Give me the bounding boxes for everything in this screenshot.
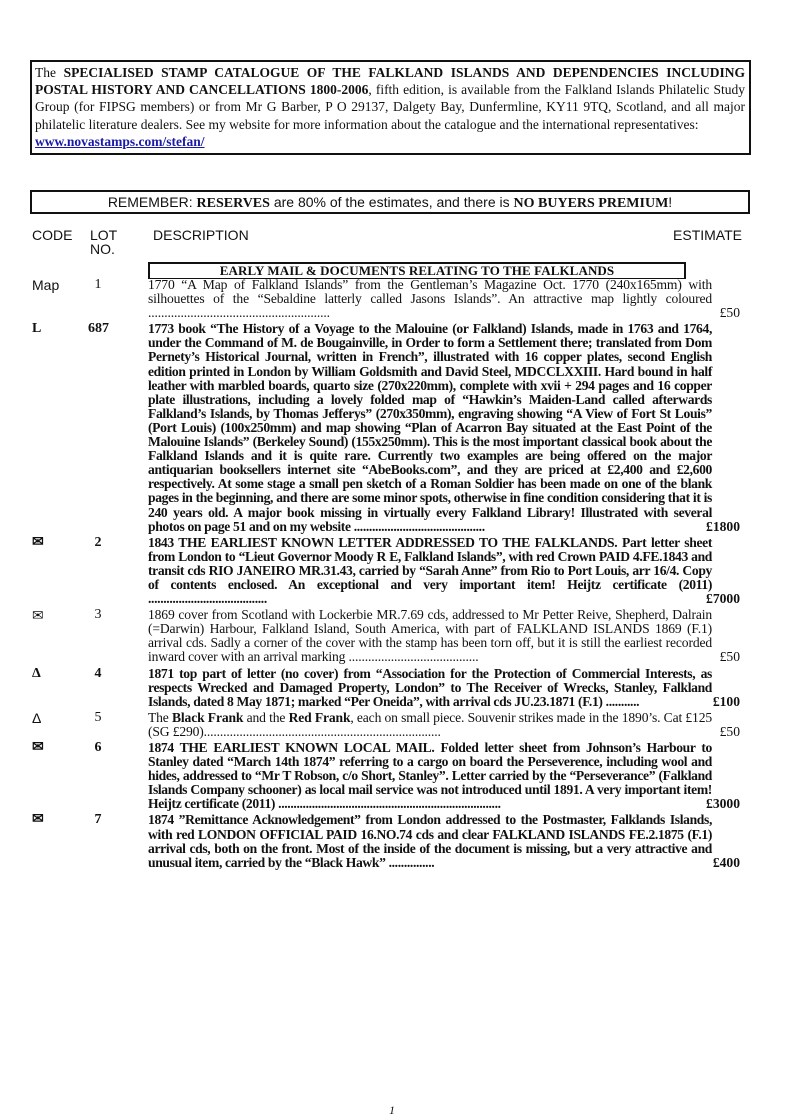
lot-row (30, 608, 742, 664)
envelope-icon: ✉ (32, 812, 44, 828)
lot-row (30, 813, 742, 869)
lot-row (30, 667, 742, 709)
lot-description: 1869 cover from Scotland with Lockerbie MR.7.69 cds, addressed to Mr Petter Reive, Shepherd, Dalrain (=Darwin) Harbour, Falkland Island, South America, with part of FALKLAND ISLANDS 1869 (F.1) arrival cds. Sadly a corner of the cover with the stamp has been torn off, but it is still the earliest recorded inward cover with an arrival marking ........................................ (148, 607, 712, 665)
lot-number: 5 (94, 709, 102, 725)
header-description: DESCRIPTION (153, 227, 249, 243)
header-lot: LOT NO. (90, 227, 117, 257)
lot-description: 1843 THE EARLIEST KNOWN LETTER ADDRESSED TO THE FALKLANDS. Part letter sheet from London to “Lieut Governor Moody R E, Falkland Islands”, with red Crown PAID 4.FE.1843 and transit cds RIO JANEIRO MR.31.43, carried by “Sarah Anne” from Rio to Port Louis, arr 16/4. Copy of contents enclosed. An exceptional and very important item! Heijtz certificate (2011) ....................................... (148, 534, 712, 607)
lot-number: 687 (88, 321, 109, 337)
lot-description: 1874 THE EARLIEST KNOWN LOCAL MAIL. Folded letter sheet from Johnson’s Harbour to Stanley dated “March 14th 1874” referring to a cargo on board the Perseverence, including wool and hides, addressed to “Mr T Robson, c/o Short, Stanley”. Letter carried by the “Perseverance” (Falkland Islands Company schooner) as local mail service was not introduced until 1891. A very important item! Heijtz certificate (2011) ......................................................................... (148, 740, 712, 812)
header-code: CODE (32, 227, 73, 243)
lot-number: 4 (94, 665, 102, 681)
desc-bold: Red Frank (288, 709, 351, 725)
desc-text: The (148, 709, 172, 725)
lot-number: 1 (94, 277, 102, 292)
reminder-prefix: REMEMBER: (107, 194, 197, 210)
lot-estimate: £50 (719, 649, 740, 665)
lot-description (148, 711, 712, 739)
lot-estimate: £3000 (706, 796, 740, 812)
lot-estimate: £7000 (706, 591, 740, 607)
desc-bold: Black Frank (172, 709, 244, 725)
lot-code: L (32, 321, 42, 337)
header-estimate: ESTIMATE (673, 227, 742, 243)
piece-icon: Δ (32, 665, 41, 681)
reminder-no-premium: NO BUYERS PREMIUM (513, 196, 669, 211)
lot-description: 1770 “A Map of Falkland Islands” from the Gentleman’s Magazine Oct. 1770 (240x165mm) with silhouettes of the “Sebaldine latterly called Jasons Islands”. An attractive map lightly coloured ........................................................ (148, 277, 712, 321)
lot-code: Map (32, 277, 60, 293)
section-heading: EARLY MAIL & DOCUMENTS RELATING TO THE FALKLANDS (148, 262, 686, 279)
lot-row (30, 278, 742, 320)
lot-estimate: £1800 (706, 518, 740, 534)
website-link[interactable]: www.novastamps.com/stefan/ (35, 133, 205, 149)
desc-text: , each on small piece. Souvenir strikes made in the 1890’s. Cat £125 (SG £290)......................................................................... (148, 709, 712, 739)
lot-row (30, 711, 742, 739)
envelope-icon: ✉ (32, 607, 44, 624)
lot-number: 6 (94, 740, 102, 755)
lot-number: 7 (94, 812, 102, 828)
notice-prefix: The (35, 65, 56, 80)
reminder-middle: are 80% of the estimates, and there is (269, 194, 514, 210)
lot-number: 2 (94, 534, 102, 550)
reminder-notice (30, 190, 750, 214)
lot-row (30, 536, 742, 606)
lot-description: 1871 top part of letter (no cover) from “Association for the Protection of Commercial Interests, as respects Wrecked and Damaged Property, London” to The Receiver of Wrecks, Stanley, Falkland Islands, dated 8 May 1871; marked “Per Oneida”, with arrival cds JU.23.1871 (F.1) ........... (148, 665, 712, 709)
notice-body: , fifth edition, is available from the Falkland Islands Philatelic Study Group (for FIPSG members) or from Mr G Barber, P O 29137, Dalgety Bay, Dunfermline, KY11 9TQ, Scotland, and all major philatelic literature dealers. See my website for more information about the catalogue and the international representatives: (35, 82, 745, 132)
lot-description: 1874 ”Remittance Acknowledgement” from London addressed to the Postmaster, Falklands Islands, with red LONDON OFFICIAL PAID 16.NO.74 cds and clear FALKLAND ISLANDS FE.2.1875 (F.1) arrival cds, both on the front. Most of the inside of the document is missing, but a very attractive and unusual item, carried by the “Black Hawk” ............... (148, 812, 712, 870)
column-headers (30, 228, 742, 262)
lot-row (30, 322, 742, 533)
envelope-icon: ✉ (32, 534, 44, 550)
catalogue-title: SPECIALISED STAMP CATALOGUE OF THE FALKLAND ISLANDS AND DEPENDENCIES INCLUDING POSTAL HISTORY AND CANCELLATIONS 1800-2006 (35, 65, 745, 98)
lot-description: 1773 book “The History of a Voyage to the Malouine (or Falkland) Islands, made in 1763 and 1764, under the Command of M. de Bougainville, in Order to form a Settlement there; translated from Dom Pernety’s Historical Journal, written in French”, illustrated with 16 copper plates, second English edition printed in London by William Goldsmith and David Steel, MDCCLXXIII. Hard bound in half leather with marbled boards, quarto size (270x220mm), complete with xvii + 294 pages and 16 copper plate illustrations, including a lovely folded map of “Hawkin’s Maiden-Land called afterwards Falkland’s Islands, by Thomas Jefferys” (270x350mm), engraving showing “A View of Fort St Louis” (Port Louis) (100x250mm) and map showing “Plan of Acarron Bay situated at the East Point of the Malouine Islands” (Berkeley Sound) (155x250mm). This is the most important classical book about the Falkland Islands and it is quite rare. Currently two examples are being offered on the major antiquarian booksellers internet site “AbeBooks.com”, and they are priced at £2,400 and £2,600 respectively. At some stage a small pen sketch of a Roman Soldier has been made on one of the blank pages in the beginning, and there are some minor spots, otherwise in fine condition considering that it is 240 years old. A major book missing in virtually every Falkland Library! Illustrated with several photos on page 51 and on my website ........................................... (148, 321, 712, 534)
piece-icon: Δ (32, 709, 42, 726)
catalogue-notice (30, 60, 751, 155)
lot-row (30, 741, 742, 811)
lot-number: 3 (94, 607, 102, 623)
envelope-icon: ✉ (32, 740, 44, 755)
reminder-reserves: RESERVES (196, 196, 270, 211)
reminder-end: ! (668, 194, 673, 210)
lot-estimate: £50 (719, 305, 740, 321)
lot-list (30, 278, 742, 872)
lot-estimate: £400 (712, 854, 740, 870)
lot-estimate: £100 (712, 693, 740, 709)
page-number: 1 (389, 1103, 395, 1117)
lot-estimate: £50 (719, 723, 740, 739)
desc-text: and the (243, 709, 289, 725)
